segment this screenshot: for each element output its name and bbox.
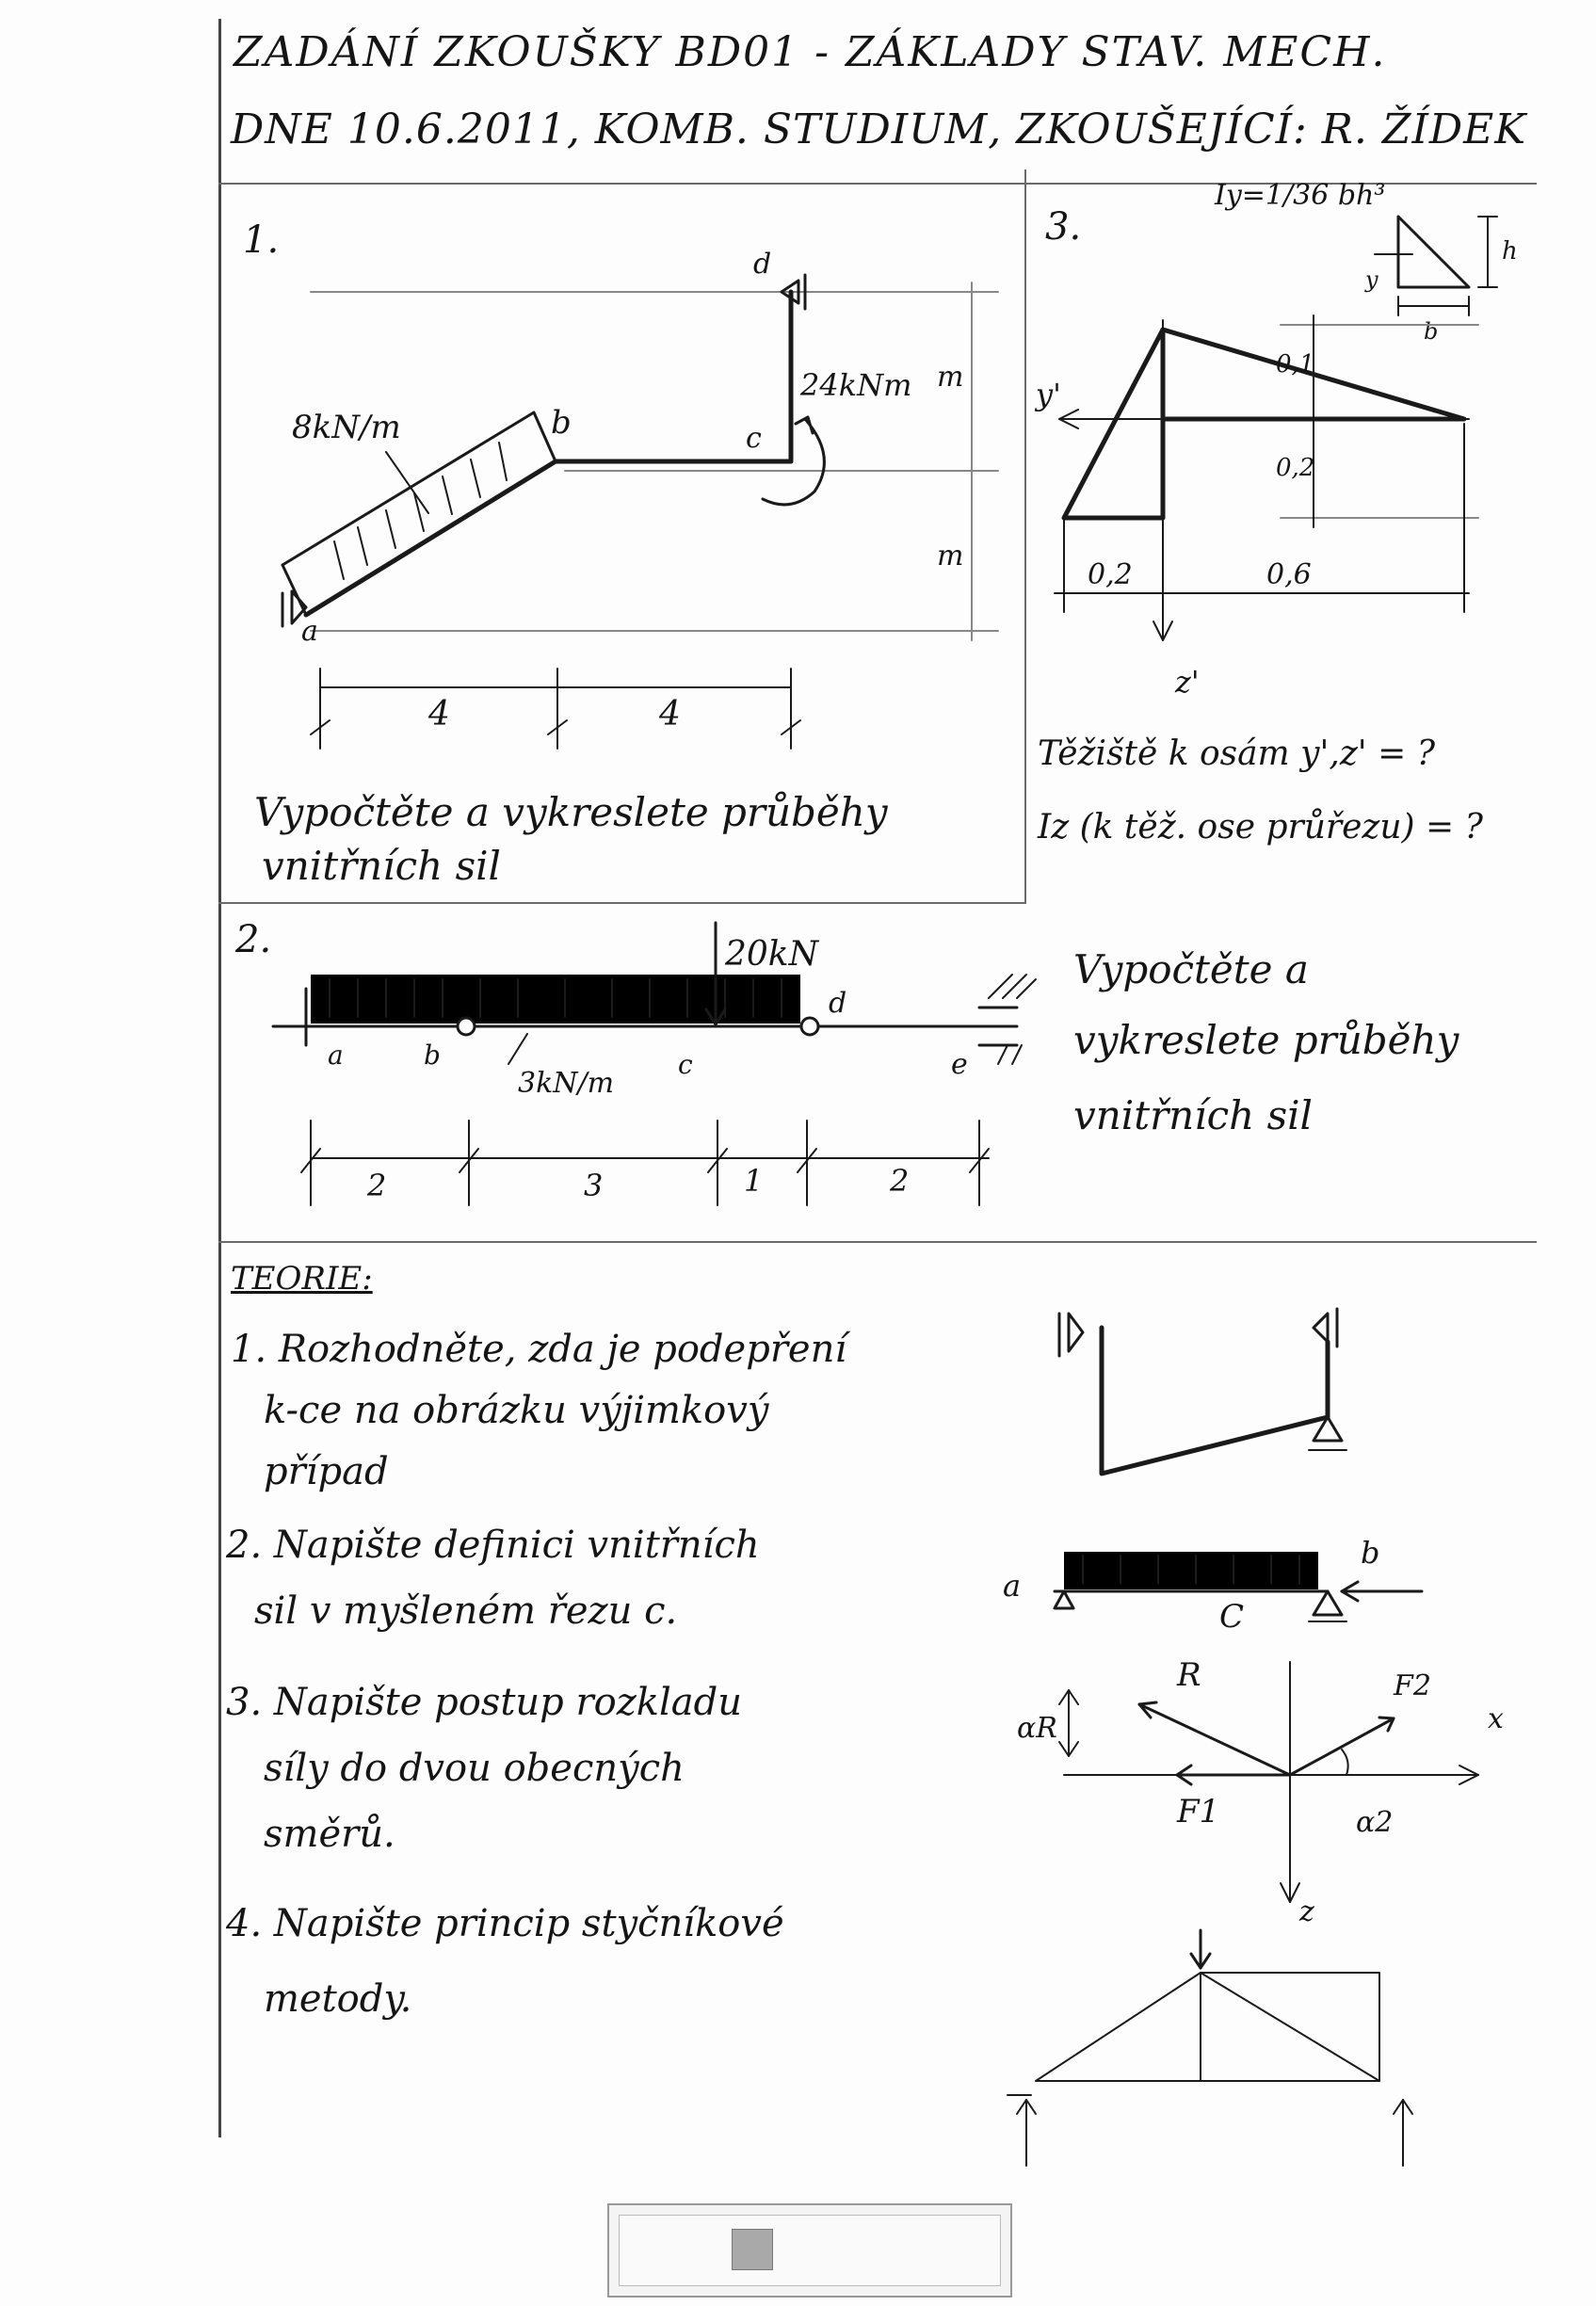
- theory-item-4-line-2: metody.: [264, 1977, 412, 2021]
- theory-fig2-label-c: C: [1219, 1598, 1245, 1636]
- theory-fig-frame: [1045, 1299, 1384, 1488]
- task2-instruction-3: vnitřních sil: [1073, 1092, 1313, 1138]
- task1-label-c: c: [746, 422, 762, 455]
- theory-fig-truss: [989, 1930, 1441, 2166]
- task1-number: 1.: [243, 218, 280, 262]
- task1-dist-load: 8kN/m: [292, 409, 401, 446]
- scanner-tray: [607, 2203, 1012, 2298]
- task2-divider: [218, 1241, 1537, 1243]
- task3-dim-v-1: 0,1: [1276, 350, 1315, 379]
- task2-instruction-1: Vypočtěte a: [1073, 946, 1309, 992]
- theory-fig-forces: [1017, 1648, 1525, 1930]
- task3-tri-b: b: [1424, 318, 1439, 345]
- theory-fig3-z: z: [1299, 1895, 1314, 1928]
- task2-label-a: a: [328, 1040, 344, 1071]
- theory-fig3-F1: F1: [1177, 1793, 1220, 1830]
- task1-dim-v-upper: m: [937, 361, 964, 394]
- task1-label-b: b: [551, 404, 572, 442]
- task1-instruction-1: Vypočtěte a vykreslete průběhy: [254, 789, 888, 835]
- task2-beam-figure: [264, 923, 1036, 1234]
- task3-number: 3.: [1045, 205, 1082, 249]
- task2-number: 2.: [235, 918, 272, 961]
- theory-fig3-F2: F2: [1394, 1669, 1431, 1702]
- theory-item-3-line-1: 3. Napište postup rozkladu: [226, 1681, 743, 1724]
- task3-question-1: Těžiště k osám y',z' = ?: [1038, 734, 1436, 773]
- task3-question-2: Iz (k těž. ose průřezu) = ?: [1038, 808, 1483, 847]
- theory-fig3-R: R: [1177, 1656, 1201, 1694]
- left-margin-line: [218, 19, 221, 2137]
- task2-dim-2: 3: [584, 1168, 604, 1203]
- theory-item-2-line-1: 2. Napište definici vnitřních: [226, 1524, 760, 1567]
- task3-tri-h: h: [1502, 237, 1518, 266]
- task3-dim-v-2: 0,2: [1276, 454, 1315, 482]
- task3-tri-y: y: [1365, 266, 1378, 293]
- task1-instruction-2: vnitřních sil: [262, 843, 501, 889]
- task2-dim-1: 2: [367, 1168, 387, 1203]
- task3-dim-h-1: 0,2: [1088, 558, 1133, 591]
- header-line-1: ZADÁNÍ ZKOUŠKY BD01 - ZÁKLADY STAV. MECH.: [234, 28, 1387, 76]
- task2-label-b: b: [424, 1040, 441, 1071]
- task1-label-d: d: [753, 248, 772, 281]
- theory-fig2-label-a: a: [1003, 1568, 1022, 1604]
- task3-dim-h-2: 0,6: [1266, 558, 1312, 591]
- task1-dim-h-1: 4: [428, 695, 450, 734]
- task2-dim-3: 1: [744, 1163, 764, 1199]
- task1-moment-load: 24kNm: [800, 367, 912, 403]
- column-divider: [1024, 169, 1026, 904]
- scanner-chip: [732, 2229, 773, 2270]
- task2-label-d: d: [829, 987, 847, 1020]
- task3-axis-y: y': [1036, 377, 1061, 412]
- task2-label-e: e: [951, 1048, 968, 1081]
- theory-item-1-line-3: případ: [264, 1450, 389, 1493]
- theory-item-1-line-1: 1. Rozhodněte, zda je podepření: [231, 1328, 847, 1371]
- theory-fig3-a2: α2: [1356, 1806, 1394, 1839]
- header-line-2: DNE 10.6.2011, KOMB. STUDIUM, ZKOUŠEJÍCÍ: R. ŽÍDEK: [231, 105, 1527, 153]
- task1-dim-v-lower: m: [937, 540, 964, 572]
- theory-item-3-line-3: směrů.: [264, 1813, 395, 1856]
- task3-section-figure: [1036, 179, 1563, 706]
- task2-label-c: c: [678, 1049, 693, 1080]
- task1-label-a: a: [301, 615, 318, 648]
- scanner-tray-inner: [619, 2215, 1001, 2286]
- task1-structure-figure: [264, 245, 1017, 772]
- theory-item-2-line-2: sil v myšleném řezu c.: [254, 1589, 678, 1633]
- task1-dim-h-2: 4: [659, 695, 681, 734]
- theory-fig-beam: [989, 1525, 1431, 1638]
- task2-dist-load: 3kN/m: [518, 1067, 615, 1100]
- theory-fig2-label-b: b: [1361, 1535, 1380, 1571]
- task2-dim-4: 2: [890, 1163, 910, 1199]
- theory-heading: TEORIE:: [231, 1260, 373, 1298]
- task2-point-load: 20kN: [725, 935, 819, 974]
- task3-axis-z: z': [1175, 664, 1200, 700]
- theory-fig3-x: x: [1488, 1702, 1504, 1735]
- theory-item-4-line-1: 4. Napište princip styčníkové: [226, 1902, 784, 1945]
- task2-instruction-2: vykreslete průběhy: [1073, 1017, 1459, 1063]
- theory-item-3-line-2: síly do dvou obecných: [264, 1747, 685, 1790]
- theory-item-1-line-2: k-ce na obrázku výjimkový: [264, 1389, 769, 1432]
- task3-formula: Iy=1/36 bh³: [1215, 179, 1386, 212]
- task1-divider: [218, 902, 1024, 904]
- theory-fig3-aR: αR: [1017, 1712, 1057, 1745]
